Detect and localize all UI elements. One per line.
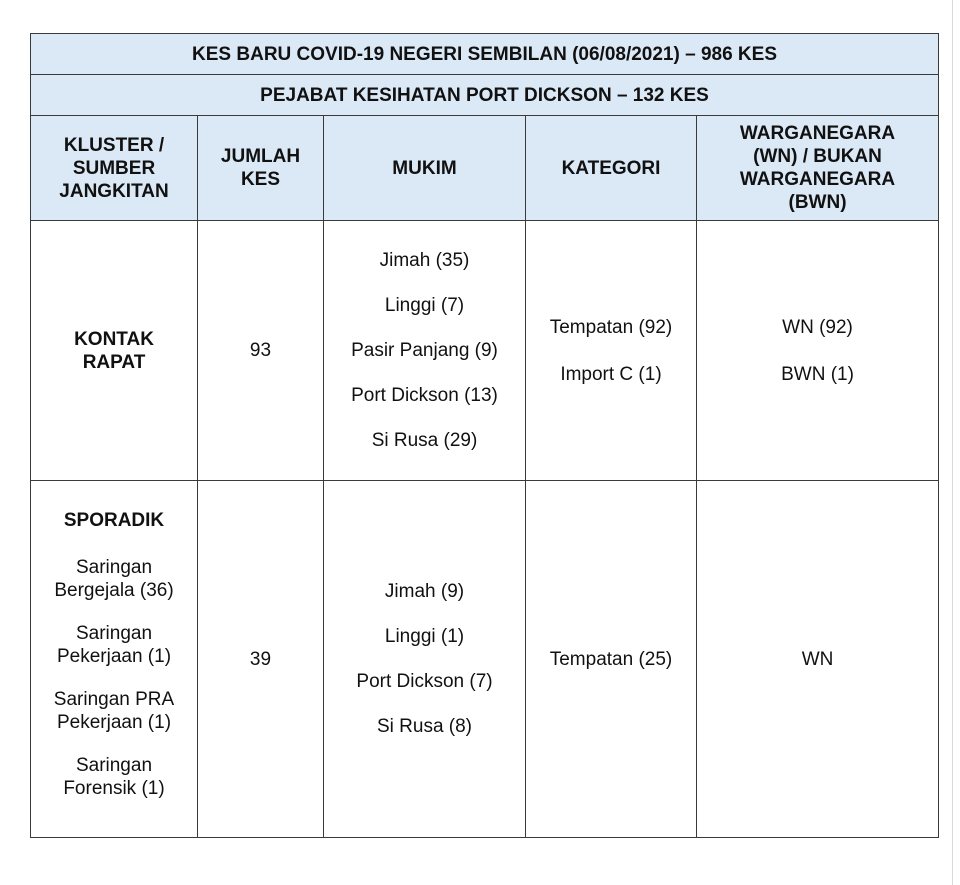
mukim-item: Linggi (7) bbox=[384, 295, 465, 316]
kluster-item: Saringan PRA Pekerjaan (1) bbox=[53, 688, 175, 733]
mukim-item: Si Rusa (8) bbox=[376, 716, 473, 737]
subtitle-row bbox=[31, 75, 939, 116]
mukim-item: Jimah (35) bbox=[379, 250, 470, 271]
table-subtitle: PEJABAT KESIHATAN PORT DICKSON – 132 KES bbox=[31, 75, 939, 116]
jumlah-kes-cell: 93 bbox=[198, 221, 324, 481]
warganegara-cell bbox=[697, 221, 939, 481]
warganegara-item: WN (92) bbox=[782, 316, 853, 338]
title-row bbox=[31, 34, 939, 75]
header-mukim: MUKIM bbox=[324, 116, 526, 221]
table-row-kontak-rapat bbox=[31, 221, 939, 481]
kategori-cell bbox=[526, 481, 697, 838]
mukim-item: Linggi (1) bbox=[384, 626, 465, 647]
page-edge-line bbox=[952, 0, 953, 885]
kategori-cell bbox=[526, 221, 697, 481]
warganegara-item: WN bbox=[801, 648, 834, 670]
kategori-item: Tempatan (25) bbox=[549, 648, 673, 670]
table-row-sporadik bbox=[31, 481, 939, 838]
mukim-cell bbox=[324, 481, 526, 838]
kluster-title: SPORADIK bbox=[63, 509, 165, 531]
kategori-item: Import C (1) bbox=[560, 363, 662, 385]
mukim-item: Port Dickson (13) bbox=[351, 385, 498, 406]
header-warganegara: WARGANEGARA (WN) / BUKAN WARGANEGARA (BWN) bbox=[697, 116, 939, 221]
header-jumlah-kes: JUMLAH KES bbox=[198, 116, 324, 221]
kluster-cell: KONTAK RAPAT bbox=[31, 221, 198, 481]
mukim-cell bbox=[324, 221, 526, 481]
kluster-item: Saringan Bergejala (36) bbox=[54, 556, 174, 601]
warganegara-cell bbox=[697, 481, 939, 838]
warganegara-item: BWN (1) bbox=[781, 363, 854, 385]
table-title: KES BARU COVID-19 NEGERI SEMBILAN (06/08/2021) – 986 KES bbox=[31, 34, 939, 75]
jumlah-kes-cell: 39 bbox=[198, 481, 324, 838]
kluster-item: Saringan Pekerjaan (1) bbox=[56, 622, 172, 667]
header-kategori: KATEGORI bbox=[526, 116, 697, 221]
mukim-item: Si Rusa (29) bbox=[371, 430, 478, 451]
column-header-row bbox=[31, 116, 939, 221]
mukim-item: Jimah (9) bbox=[384, 581, 465, 602]
kluster-cell bbox=[31, 481, 198, 838]
header-kluster: KLUSTER / SUMBER JANGKITAN bbox=[31, 116, 198, 221]
covid-case-table bbox=[30, 33, 939, 838]
kategori-item: Tempatan (92) bbox=[549, 316, 673, 338]
mukim-item: Pasir Panjang (9) bbox=[351, 340, 498, 361]
mukim-item: Port Dickson (7) bbox=[356, 671, 493, 692]
kluster-item: Saringan Forensik (1) bbox=[63, 754, 165, 799]
